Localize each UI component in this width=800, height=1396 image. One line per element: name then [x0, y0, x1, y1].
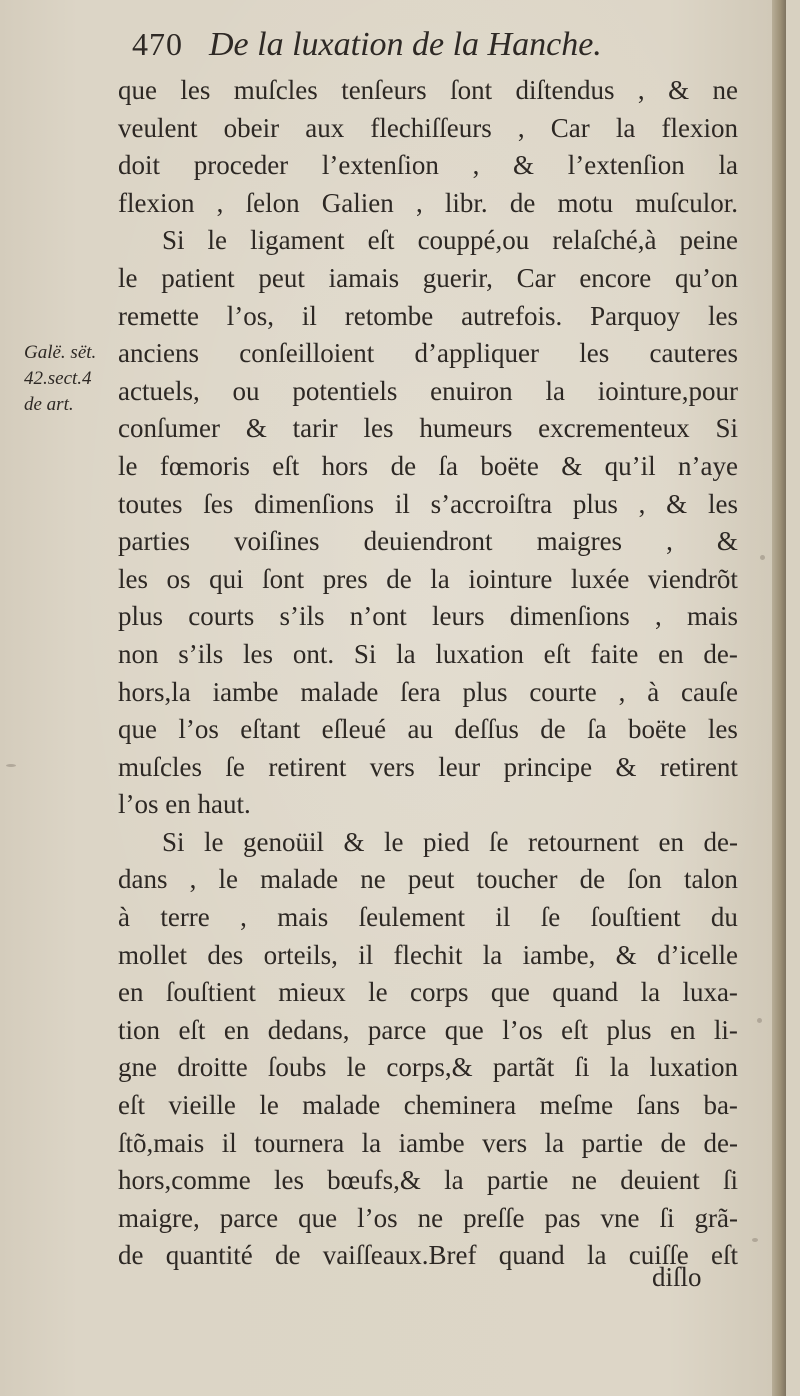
text-line: muſcles ſe retirent vers leur principe & retirent	[118, 751, 738, 782]
margin-note-line: Galë. sët.	[24, 342, 97, 363]
text-line: l’os en haut.	[118, 789, 251, 820]
text-line: anciens conſeilloient d’appliquer les cauteres	[118, 338, 738, 369]
margin-note	[24, 340, 124, 418]
text-line: plus courts s’ils n’ont leurs dimenſions , mais	[118, 601, 738, 632]
ink-speck	[760, 555, 765, 560]
text-line: hors,comme les bœufs,& la partie ne deuient ſi	[118, 1165, 738, 1196]
text-line: de quantité de vaiſſeaux.Bref quand la cuiſſe eſt	[118, 1240, 738, 1271]
text-line: dans , le malade ne peut toucher de ſon talon	[118, 864, 738, 895]
ink-speck	[752, 1238, 758, 1242]
page-edge	[772, 0, 786, 1396]
text-line: actuels, ou potentiels enuiron la iointure,pour	[118, 375, 738, 406]
text-line: toutes ſes dimenſions il s’accroiſtra plus , & les	[118, 488, 738, 519]
text-line: Si le ligament eſt couppé,ou relaſché,à peine	[162, 225, 738, 256]
text-line: à terre , mais ſeulement il ſe ſouſtient du	[118, 902, 738, 933]
text-line: que l’os eſtant eſleué au deſſus de ſa boëte les	[118, 714, 738, 745]
text-line: en ſouſtient mieux le corps que quand la luxa-	[118, 977, 738, 1008]
text-line: les os qui ſont pres de la iointure luxée viendrõt	[118, 563, 738, 594]
text-line: hors,la iambe malade ſera plus courte , à cauſe	[118, 676, 738, 707]
text-line: parties voiſines deuiendront maigres , &	[118, 526, 738, 557]
text-line: remette l’os, il retombe autrefois. Parquoy les	[118, 300, 738, 331]
margin-note-line: 42.sect.4	[24, 368, 92, 389]
text-line: le fœmoris eſt hors de ſa boëte & qu’il n’aye	[118, 450, 738, 481]
page-header	[132, 26, 732, 76]
text-line: que les muſcles tenſeurs ſont diſtendus , & ne	[118, 75, 738, 105]
text-line: non s’ils les ont. Si la luxation eſt faite en de-	[118, 638, 738, 669]
text-line: mollet des orteils, il flechit la iambe, & d’icelle	[118, 939, 738, 970]
ink-speck	[6, 764, 16, 767]
text-line: maigre, parce que l’os ne preſſe pas vne ſi grã-	[118, 1202, 738, 1233]
margin-note-line: de art.	[24, 394, 74, 415]
text-line: le patient peut iamais guerir, Car encore qu’on	[118, 262, 738, 293]
text-line: ſtõ,mais il tournera la iambe vers la partie de de-	[118, 1127, 738, 1158]
text-line: eſt vieille le malade cheminera meſme ſans ba-	[118, 1090, 738, 1121]
text-line: conſumer & tarir les humeurs excrementeux Si	[118, 413, 738, 444]
text-line: tion eſt en dedans, parce que l’os eſt plus en li-	[118, 1014, 738, 1045]
running-title: De la luxation de la Hanche.	[209, 26, 602, 63]
text-line: gne droitte ſoubs le corps,& partãt ſi la luxation	[118, 1052, 738, 1083]
text-line: doit proceder l’extenſion , & l’extenſion la	[118, 150, 738, 181]
text-line: veulent obeir aux flechiſſeurs , Car la flexion	[118, 112, 738, 143]
text-line: Si le genoüil & le pied ſe retournent en de-	[162, 826, 738, 857]
ink-speck	[757, 1018, 762, 1023]
page-number: 470	[132, 26, 183, 62]
body-text	[118, 72, 738, 1275]
text-line: flexion , ſelon Galien , libr. de motu muſculor.	[118, 187, 738, 218]
catchword: diſlo	[652, 1262, 702, 1292]
